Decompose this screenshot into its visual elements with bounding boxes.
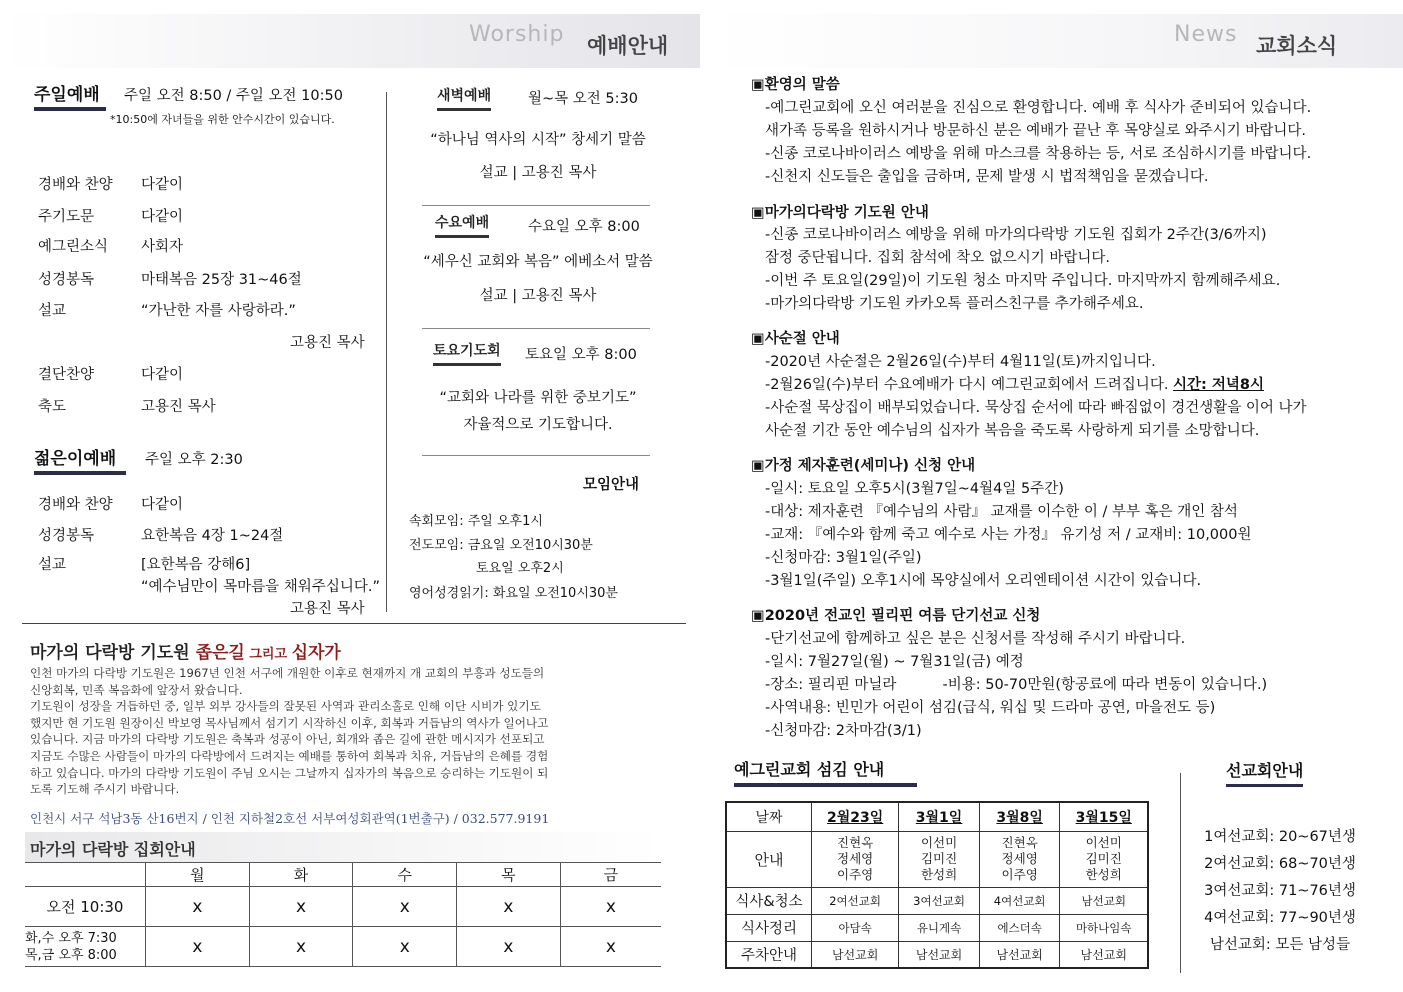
- news-line: -단기선교에 함께하고 싶은 분은 신청서를 작성해 주시기 바랍니다.: [765, 631, 1186, 647]
- order-value: 다같이: [141, 177, 184, 193]
- roster-date: 2월23일: [812, 802, 899, 831]
- roster-cell: 유니게속: [899, 914, 980, 941]
- meeting-item: 영어성경읽기: 화요일 오전10시30분: [409, 586, 618, 601]
- schedule-table: [25, 862, 661, 967]
- news-line: -이번 주 토요일(29일)이 기도원 청소 마지막 주입니다. 마지막까지 함께해주세요.: [765, 273, 1281, 289]
- dawn-sermon: “하나님 역사의 시작” 창세기 말씀: [430, 132, 646, 148]
- sunday-preacher: 고용진 목사: [290, 335, 365, 351]
- wednesday-preacher: 설교 | 고용진 목사: [479, 288, 597, 304]
- divider: [422, 455, 650, 456]
- news-line: 잠정 중단됩니다. 집회 참석에 착오 없으시기 바랍니다.: [765, 250, 1111, 266]
- table-row: [25, 887, 661, 927]
- order-label: 성경봉독: [38, 272, 95, 288]
- mission-divider: [1180, 773, 1181, 973]
- news-line: -신청마감: 3월1일(주일): [765, 550, 922, 566]
- news-line: -신종 코로나바이러스 예방을 위해 마가의다락방 기도원 집회가 2주간(3/6까지): [765, 227, 1267, 243]
- wednesday-service-time: 수요일 오후 8:00: [528, 219, 640, 235]
- divider: [22, 623, 686, 624]
- dawn-preacher: 설교 | 고용진 목사: [479, 165, 597, 181]
- mark-cell: x: [146, 887, 250, 927]
- saturday-prayer-topic: “교회와 나라를 위한 중보기도”: [439, 390, 637, 406]
- day-header: 목: [457, 863, 561, 887]
- news-title-mission-trip: ▣2020년 전교인 필리핀 여름 단기선교 신청: [751, 608, 1041, 624]
- mission-groups-list: [1190, 824, 1370, 959]
- day-header: 화: [249, 863, 353, 887]
- order-value: 요한복음 4장 1~24절: [141, 528, 284, 544]
- mission-group-item: 2여선교회: 68~70년생: [1204, 856, 1356, 872]
- column-divider: [386, 92, 387, 612]
- news-line: 새가족 등록을 원하시거나 방문하신 분은 예배가 끝난 후 목양실로 와주시기 바랍니다.: [765, 123, 1306, 139]
- roster-table: [725, 801, 1149, 969]
- mark-cell: x: [249, 887, 353, 927]
- news-line: -신종 코로나바이러스 예방을 위해 마스크를 착용하는 등, 서로 조심하시기를 바랍니다.: [765, 146, 1312, 162]
- mark-cell: x: [353, 887, 457, 927]
- table-row: [25, 927, 661, 967]
- day-header: 금: [560, 863, 661, 887]
- order-label: 경배와 찬양: [38, 497, 113, 513]
- mission-group-item: 4여선교회: 77~90년생: [1204, 910, 1356, 926]
- worship-header-ko: 예배안내: [587, 34, 669, 58]
- roster-cell: 남선교회: [1060, 887, 1148, 914]
- table-row: [726, 831, 1148, 887]
- roster-cell: 이선미 김미진 한성희: [1060, 831, 1148, 887]
- news-header-ko: 교회소식: [1256, 34, 1338, 58]
- prayer-house-title: 마가의 다락방 기도원 좁은길 그리고 십자가: [30, 643, 341, 663]
- roster-cell: 진현옥 정세영 이주영: [812, 831, 899, 887]
- order-value: 다같이: [141, 497, 184, 513]
- roster-cell: 남선교회: [899, 941, 980, 968]
- dawn-service-title: 새벽예배: [437, 85, 491, 111]
- mark-cell: x: [353, 927, 457, 967]
- time-cell: 오전 10:30: [25, 887, 146, 927]
- worship-header-en: Worship: [469, 22, 565, 47]
- sunday-service-time: 주일 오전 8:50 / 주일 오전 10:50: [124, 88, 343, 104]
- wednesday-service-title: 수요예배: [435, 212, 489, 238]
- news-line: -예그린교회에 오신 여러분을 진심으로 환영합니다. 예배 후 식사가 준비되어 있습니다.: [765, 100, 1312, 116]
- saturday-prayer-title: 토요기도회: [433, 340, 501, 366]
- roster-label: 식사&청소: [726, 887, 812, 914]
- mission-group-item: 3여선교회: 71~76년생: [1204, 883, 1356, 899]
- mark-cell: x: [560, 927, 661, 967]
- roster-date: 3월15일: [1060, 802, 1148, 831]
- saturday-prayer-note: 자율적으로 기도합니다.: [463, 417, 613, 433]
- lent-time-highlight: 시간: 저녁8시: [1173, 377, 1265, 393]
- youth-sermon-title: “예수님만이 목마름을 채워주십니다.”: [141, 579, 380, 595]
- roster-cell: 에스더속: [979, 914, 1060, 941]
- news-title-lent: ▣사순절 안내: [751, 331, 840, 347]
- news-line: -사순절 묵상집이 배부되었습니다. 묵상집 순서에 따라 빠짐없이 경건생활을 이어 나가: [765, 400, 1307, 416]
- roster-cell: 마하나임속: [1060, 914, 1148, 941]
- news-line: -일시: 토요일 오후5시(3월7일~4월4일 5주간): [765, 481, 1064, 497]
- roster-header: 날짜: [726, 802, 812, 831]
- youth-sermon-series: [요한복음 강해6]: [141, 557, 251, 573]
- order-value: 마태복음 25장 31~46절: [141, 272, 302, 288]
- roster-label: 주차안내: [726, 941, 812, 968]
- order-label: 주기도문: [38, 209, 95, 225]
- mission-group-item: 남선교회: 모든 남성들: [1209, 937, 1351, 953]
- roster-title: 예그린교회 섬김 안내: [734, 757, 917, 787]
- table-row: [726, 887, 1148, 914]
- news-line: -장소: 필리핀 마닐라 -비용: 50-70만원(항공료에 따라 변동이 있습니다.): [765, 677, 1268, 693]
- news-title-discipleship: ▣가정 제자훈련(세미나) 신청 안내: [751, 458, 976, 474]
- order-value: 다같이: [141, 367, 184, 383]
- roster-cell: 진현옥 정세영 이주영: [979, 831, 1060, 887]
- table-row: [726, 941, 1148, 968]
- mark-cell: x: [457, 927, 561, 967]
- news-line: -마가의다락방 기도원 카카오톡 플러스친구를 추가해주세요.: [765, 296, 1144, 312]
- roster-cell: 아담속: [812, 914, 899, 941]
- order-label: 설교: [38, 557, 67, 573]
- roster-label: 안내: [726, 831, 812, 887]
- roster-cell: 2여선교회: [812, 887, 899, 914]
- meetings-title: 모임안내: [583, 477, 640, 493]
- day-header: 월: [146, 863, 250, 887]
- news-line: -2월26일(수)부터 수요예배가 다시 예그린교회에서 드려집니다. 시간: 저녁8시: [765, 377, 1265, 393]
- roster-cell: 4여선교회: [979, 887, 1060, 914]
- roster-cell: 남선교회: [1060, 941, 1148, 968]
- divider: [422, 328, 650, 329]
- news-line: -교재: 『예수와 함께 죽고 예수로 사는 가정』 유기성 저 / 교재비: 10,000원: [765, 527, 1252, 543]
- news-line: -신청마감: 2차마감(3/1): [765, 723, 922, 739]
- roster-date: 3월8일: [979, 802, 1060, 831]
- dawn-service-time: 월~목 오전 5:30: [528, 91, 638, 107]
- saturday-prayer-time: 토요일 오후 8:00: [525, 347, 637, 363]
- order-label: 성경봉독: [38, 528, 95, 544]
- mark-cell: x: [249, 927, 353, 967]
- news-title-welcome: ▣환영의 말씀: [751, 77, 840, 93]
- prayer-house-body: 인천 마가의 다락방 기도원은 1967년 인천 서구에 개원한 이후로 현재까지 개 교회의 부흥과 성도들의 신앙회복, 민족 복음화에 앞장서 왔습니다. 기도원이 성장을 거듭하던 중, 일부 외부 강사들의 잘못된 사역과 관리소홀로 인해 이단 시비가 있기도 했지만 현 기도원 원장이신 박보영 목사님께서 섬기기 시작하신 이후, 회복과 거듭남의 역사가 일어나고 있습니다. 지금 마가의 다락방 기도원은 축복과 성공이 아닌, 회개와 좁은 길에 관한 메시지가 선포되고 지금도 수많은 사람들이 마가의 다락방에서 드려지는 예배를 통하여 회복과 치유, 거듭남의 은혜를 경험 하고 있습니다. 마가의 다락방 기도원이 주님 오시는 그날까지 십자가의 복음으로 승리하는 기도원이 되 도록 기도해 주시기 바랍니다.: [30, 666, 549, 797]
- mission-group-item: 1여선교회: 20~67년생: [1204, 829, 1356, 845]
- roster-cell: 3여선교회: [899, 887, 980, 914]
- order-value: 고용진 목사: [141, 399, 216, 415]
- roster-cell: 이선미 김미진 한성희: [899, 831, 980, 887]
- order-label: 예그린소식: [38, 239, 109, 255]
- wednesday-sermon: “세우신 교회와 복음” 에베소서 말씀: [423, 254, 653, 270]
- day-header: 수: [353, 863, 457, 887]
- time-cell: 화,수 오후 7:30 목,금 오후 8:00: [25, 927, 146, 967]
- news-title-prayer-house: ▣마가의다락방 기도원 안내: [751, 205, 929, 221]
- news-line: -사역내용: 빈민가 어린이 섬김(급식, 워십 및 드라마 공연, 마을전도 등): [765, 700, 1216, 716]
- order-value: 다같이: [141, 209, 184, 225]
- schedule-title: 마가의 다락방 집회안내: [30, 840, 196, 859]
- youth-preacher: 고용진 목사: [290, 601, 365, 617]
- roster-label: 식사정리: [726, 914, 812, 941]
- sunday-service-title: 주일예배: [34, 80, 106, 111]
- mission-groups-title: 선교회안내: [1226, 758, 1303, 787]
- youth-service-title: 젊은이예배: [34, 444, 126, 475]
- prayer-house-address: 인천시 서구 석남3동 산16번지 / 인천 지하철2호선 서부여성회관역(1번출구) / 032.577.9191: [30, 811, 550, 826]
- news-line: 사순절 기간 동안 예수님의 십자가 복음을 죽도록 사랑하게 되기를 소망합니다.: [765, 423, 1260, 439]
- order-label: 설교: [38, 303, 67, 319]
- news-line: -3월1일(주일) 오후1시에 목양실에서 오리엔테이션 시간이 있습니다.: [765, 573, 1202, 589]
- mark-cell: x: [457, 887, 561, 927]
- order-label: 결단찬양: [38, 367, 95, 383]
- news-line: -2020년 사순절은 2월26일(수)부터 4월11일(토)까지입니다.: [765, 354, 1156, 370]
- sunday-service-note: *10:50에 자녀들을 위한 안수시간이 있습니다.: [110, 113, 335, 126]
- news-line: -일시: 7월27일(월) ~ 7월31일(금) 예정: [765, 654, 1024, 670]
- youth-service-time: 주일 오후 2:30: [145, 452, 243, 468]
- meeting-item: 속회모임: 주일 오후1시: [409, 514, 543, 529]
- roster-cell: 남선교회: [812, 941, 899, 968]
- mark-cell: x: [146, 927, 250, 967]
- sermon-title: “가난한 자를 사랑하라.”: [141, 303, 296, 319]
- news-header-en: News: [1174, 22, 1238, 47]
- table-row: [726, 914, 1148, 941]
- news-line: -대상: 제자훈련 『예수님의 사람』 교재를 이수한 이 / 부부 혹은 개인 참석: [765, 504, 1238, 520]
- roster-date: 3월1일: [899, 802, 980, 831]
- roster-cell: 남선교회: [979, 941, 1060, 968]
- order-label: 경배와 찬양: [38, 177, 113, 193]
- news-line: -신천지 신도들은 출입을 금하며, 문제 발생 시 법적책임을 묻겠습니다.: [765, 169, 1209, 185]
- order-value: 사회자: [141, 239, 184, 255]
- order-label: 축도: [38, 399, 67, 415]
- meeting-item: 토요일 오후2시: [476, 561, 564, 576]
- divider: [422, 205, 650, 206]
- mark-cell: x: [560, 887, 661, 927]
- meeting-item: 전도모임: 금요일 오전10시30분: [409, 538, 593, 553]
